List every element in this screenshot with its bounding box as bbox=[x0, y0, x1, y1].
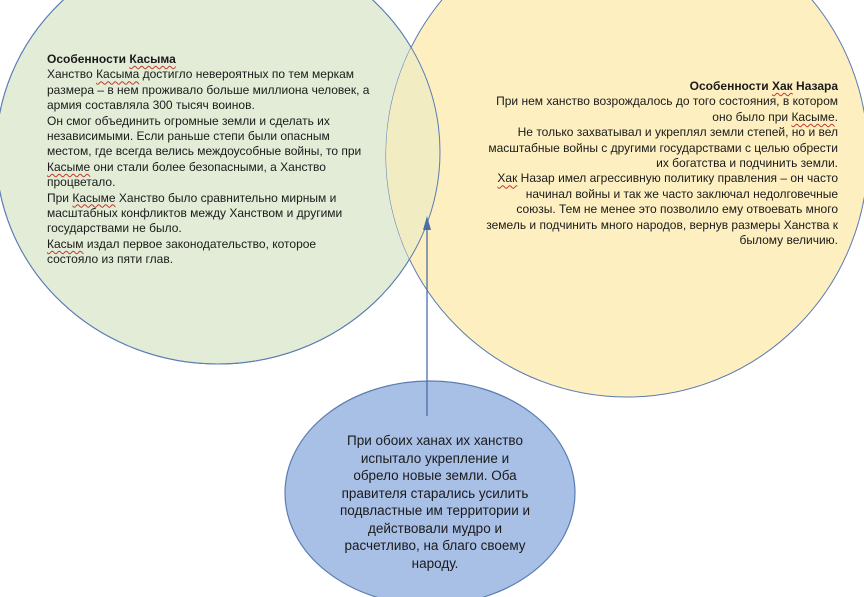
bottom-line: правителя старались усилить bbox=[341, 485, 529, 501]
right-line: оно было при Касыме. bbox=[712, 109, 838, 124]
bottom-line: При обоих ханах их ханство bbox=[347, 433, 523, 448]
left-line: государствами не было. bbox=[47, 221, 182, 236]
left-line: При Касыме Ханство было сравнительно мирным и bbox=[47, 190, 337, 205]
bottom-line: действовали мудро и bbox=[367, 520, 502, 536]
left-line: масштабных конфликтов между Ханством и другими bbox=[47, 206, 343, 221]
right-line: масштабные войны с другими государствами с целью обрести bbox=[488, 140, 838, 155]
left-line: размера – в нем проживало больше миллиона человек, а bbox=[47, 82, 370, 97]
right-circle-text bbox=[462, 79, 838, 248]
right-line: начинал войны и так же часто заключал недолговечные bbox=[525, 186, 838, 201]
bottom-circle-text bbox=[330, 432, 540, 572]
left-line: местом, где всегда велись междоусобные войны, то при bbox=[47, 144, 362, 159]
left-line: состояло из пяти глав. bbox=[47, 252, 174, 267]
bottom-line: испытало укрепление и bbox=[360, 450, 510, 466]
right-line: их богатства и подчинить земли. bbox=[656, 156, 838, 171]
right-line: союзы. Тем не менее это позволило ему отвоевать много bbox=[516, 202, 838, 217]
left-circle-text bbox=[47, 52, 387, 268]
left-line: Он смог объединить огромные земли и сделать их bbox=[47, 113, 330, 128]
left-line: независимыми. Если раньше степи были опасным bbox=[47, 129, 330, 144]
right-line: былому величию. bbox=[739, 233, 838, 248]
right-line: Не только захватывал и укреплял земли степей, но и вел bbox=[517, 125, 838, 140]
left-title: Особенности Касыма bbox=[47, 52, 176, 66]
left-line: Касым издал первое законодательство, которое bbox=[47, 236, 317, 251]
left-line: процветало. bbox=[47, 175, 116, 190]
right-title: Особенности Хак Назара bbox=[689, 79, 838, 93]
left-line: Ханство Касыма достигло невероятных по тем меркам bbox=[47, 67, 355, 82]
left-lines bbox=[47, 67, 387, 267]
right-line: Хак Назар имел агрессивную политику правления – он часто bbox=[497, 171, 838, 186]
bottom-line: подвластные им территории и bbox=[339, 503, 531, 518]
right-lines bbox=[462, 94, 838, 248]
right-line: При нем ханство возрождалось до того состояния, в котором bbox=[496, 94, 838, 109]
bottom-line: расчетливо, на благо своему bbox=[344, 538, 526, 553]
bottom-line: обрело новые земли. Оба bbox=[353, 468, 517, 483]
left-line: Касыме они стали более безопасными, а Ханство bbox=[47, 159, 326, 174]
right-line: земель и подчинить много народов, вернув размеры Ханства к bbox=[486, 217, 838, 232]
left-line: армия составляла 300 тысяч воинов. bbox=[47, 98, 255, 113]
bottom-line: народу. bbox=[411, 555, 459, 571]
